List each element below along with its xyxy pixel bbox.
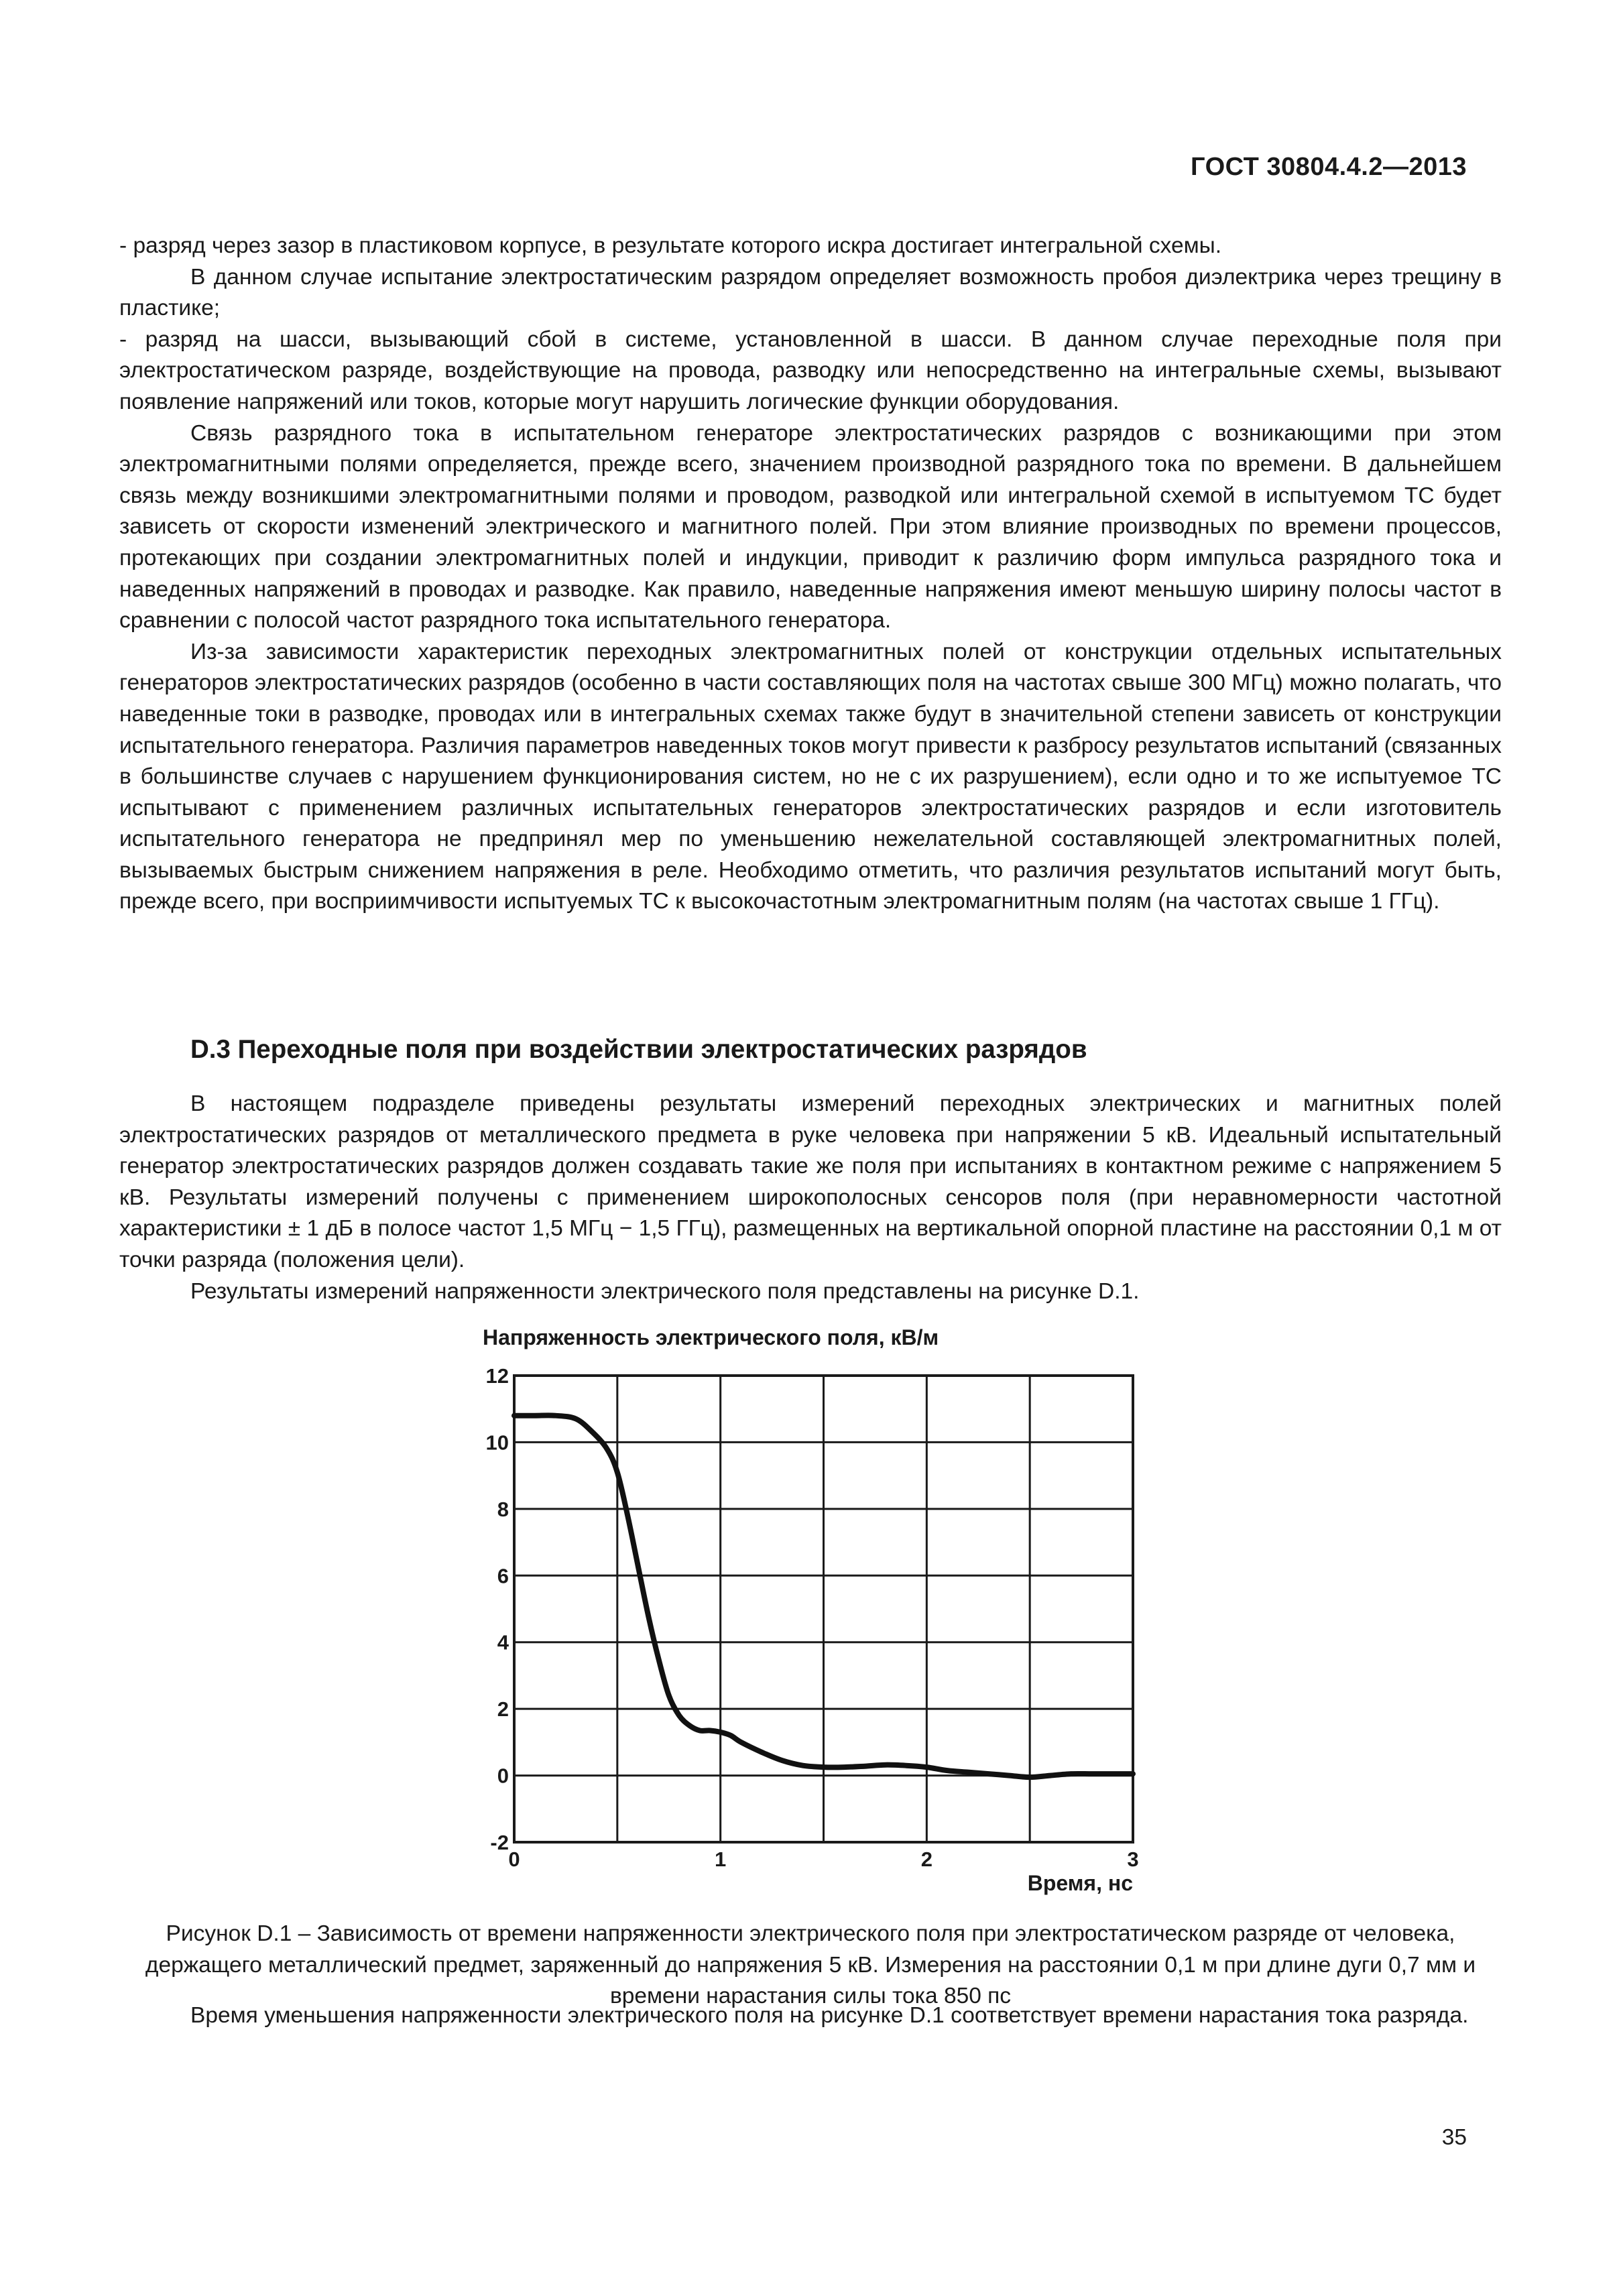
- paragraph: - разряд через зазор в пластиковом корпусе, в результате которого искра достигает интегральной схемы.: [119, 233, 1222, 258]
- paragraph: Результаты измерений напряженности электрического поля представлены на рисунке D.1.: [190, 1278, 1140, 1304]
- y-tick-label: 2: [497, 1697, 509, 1721]
- y-tick-label: -2: [490, 1831, 509, 1854]
- document-header: ГОСТ 30804.4.2—2013: [1191, 153, 1467, 181]
- x-tick-label: 3: [1127, 1848, 1139, 1871]
- paragraph: - разряд на шасси, вызывающий сбой в системе, установленной в шасси. В данном случае переходные поля при электростатическом разряде, воздействующие на провода, разводку или непосредственно на интегральные схемы, вызывают появление напряжений или токов, которые могут нарушить логические функции оборудования.: [119, 326, 1502, 414]
- paragraph: Время уменьшения напряженности электрического поля на рисунке D.1 соответствует времени нарастания тока разряда.: [190, 2003, 1469, 2028]
- x-tick-label: 0: [508, 1848, 520, 1871]
- y-tick-label: 4: [497, 1630, 509, 1654]
- x-tick-label: 1: [715, 1848, 727, 1871]
- x-axis-ticks: [508, 1848, 1138, 1871]
- y-tick-label: 6: [497, 1564, 509, 1588]
- y-tick-label: 12: [485, 1364, 509, 1388]
- text-block-middle: [119, 1089, 1502, 1307]
- text-block-top: [119, 231, 1502, 918]
- y-tick-label: 0: [497, 1764, 509, 1788]
- y-tick-label: 8: [497, 1497, 509, 1521]
- y-tick-label: 10: [485, 1431, 509, 1455]
- paragraph: Связь разрядного тока в испытательном генераторе электростатических разрядов с возникающими при этом электромагнитными полями определяется, прежде всего, значением производной разрядного тока по времени. В дальнейшем связь между возникшими электромагнитными полями и проводом, разводкой или интегральной схемой в испытуемом ТС будет зависеть от скорости изменений электрического и магнитного полей. При этом влияние производных по времени процессов, протекающих при создании электромагнитных полей и индукции, приводит к различию форм импульса разрядного тока и наведенных напряжений в проводах и разводке. Как правило, наведенные напряжения имеют меньшую ширину полосы частот в сравнении с полосой частот разрядного тока испытательного генератора.: [119, 420, 1502, 633]
- figure-d1: [463, 1314, 1187, 1904]
- field-strength-chart: [463, 1314, 1187, 1904]
- x-tick-label: 2: [920, 1848, 933, 1871]
- section-heading: D.3 Переходные поля при воздействии электростатических разрядов: [190, 1035, 1087, 1064]
- paragraph: В данном случае испытание электростатическим разрядом определяет возможность пробоя диэлектрика через трещину в пластике;: [119, 264, 1502, 321]
- figure-caption: Рисунок D.1 – Зависимость от времени напряженности электрического поля при электростатическом разряде от человека, держащего металлический предмет, заряженный до напряжения 5 кВ. Измерения на расстоянии 0,1 м при длине дуги 0,7 мм и времени нарастания силы тока 850 пс: [145, 1921, 1476, 2009]
- paragraph: В настоящем подразделе приведены результаты измерений переходных электрических и магнитных полей электростатических разрядов от металлического предмета в руке человека при напряжении 5 кВ. Идеальный испытательный генератор электростатических разрядов должен создавать такие же поля при испытаниях в контактном режиме с напряжением 5 кВ. Результаты измерений получены с применением широкополосных сенсоров поля (при неравномерности частотной характеристики ± 1 дБ в полосе частот 1,5 МГц − 1,5 ГГц), размещенных на вертикальной опорной пластине на расстоянии 0,1 м от точки разряда (положения цели).: [119, 1091, 1502, 1272]
- x-axis-label: Время, нс: [1027, 1871, 1133, 1895]
- page-number: 35: [1441, 2125, 1467, 2150]
- text-block-bottom: [119, 2000, 1502, 2032]
- y-axis-ticks: [486, 1364, 509, 1854]
- chart-title: Напряженность электрического поля, кВ/м: [483, 1325, 939, 1349]
- paragraph: Из-за зависимости характеристик переходных электромагнитных полей от конструкции отдельных испытательных генераторов электростатических разрядов (особенно в части составляющих поля на частотах свыше 300 МГц) можно полагать, что наведенные токи в разводке, проводах или в интегральных схемах также будут в значительной степени зависеть от конструкции испытательного генератора. Различия параметров наведенных токов могут привести к разбросу результатов испытаний (связанных в большинстве случаев с нарушением функционирования систем, но не с их разрушением), если одно и то же испытуемое ТС испытывают с применением различных испытательных генераторов электростатических разрядов и если изготовитель испытательного генератора не предпринял мер по уменьшению нежелательной составляющей электромагнитных полей, вызываемых быстрым снижением напряжения в реле. Необходимо отметить, что различия результатов испытаний могут быть, прежде всего, при восприимчивости испытуемых ТС к высокочастотным электромагнитным полям (на частотах свыше 1 ГГц).: [119, 639, 1502, 914]
